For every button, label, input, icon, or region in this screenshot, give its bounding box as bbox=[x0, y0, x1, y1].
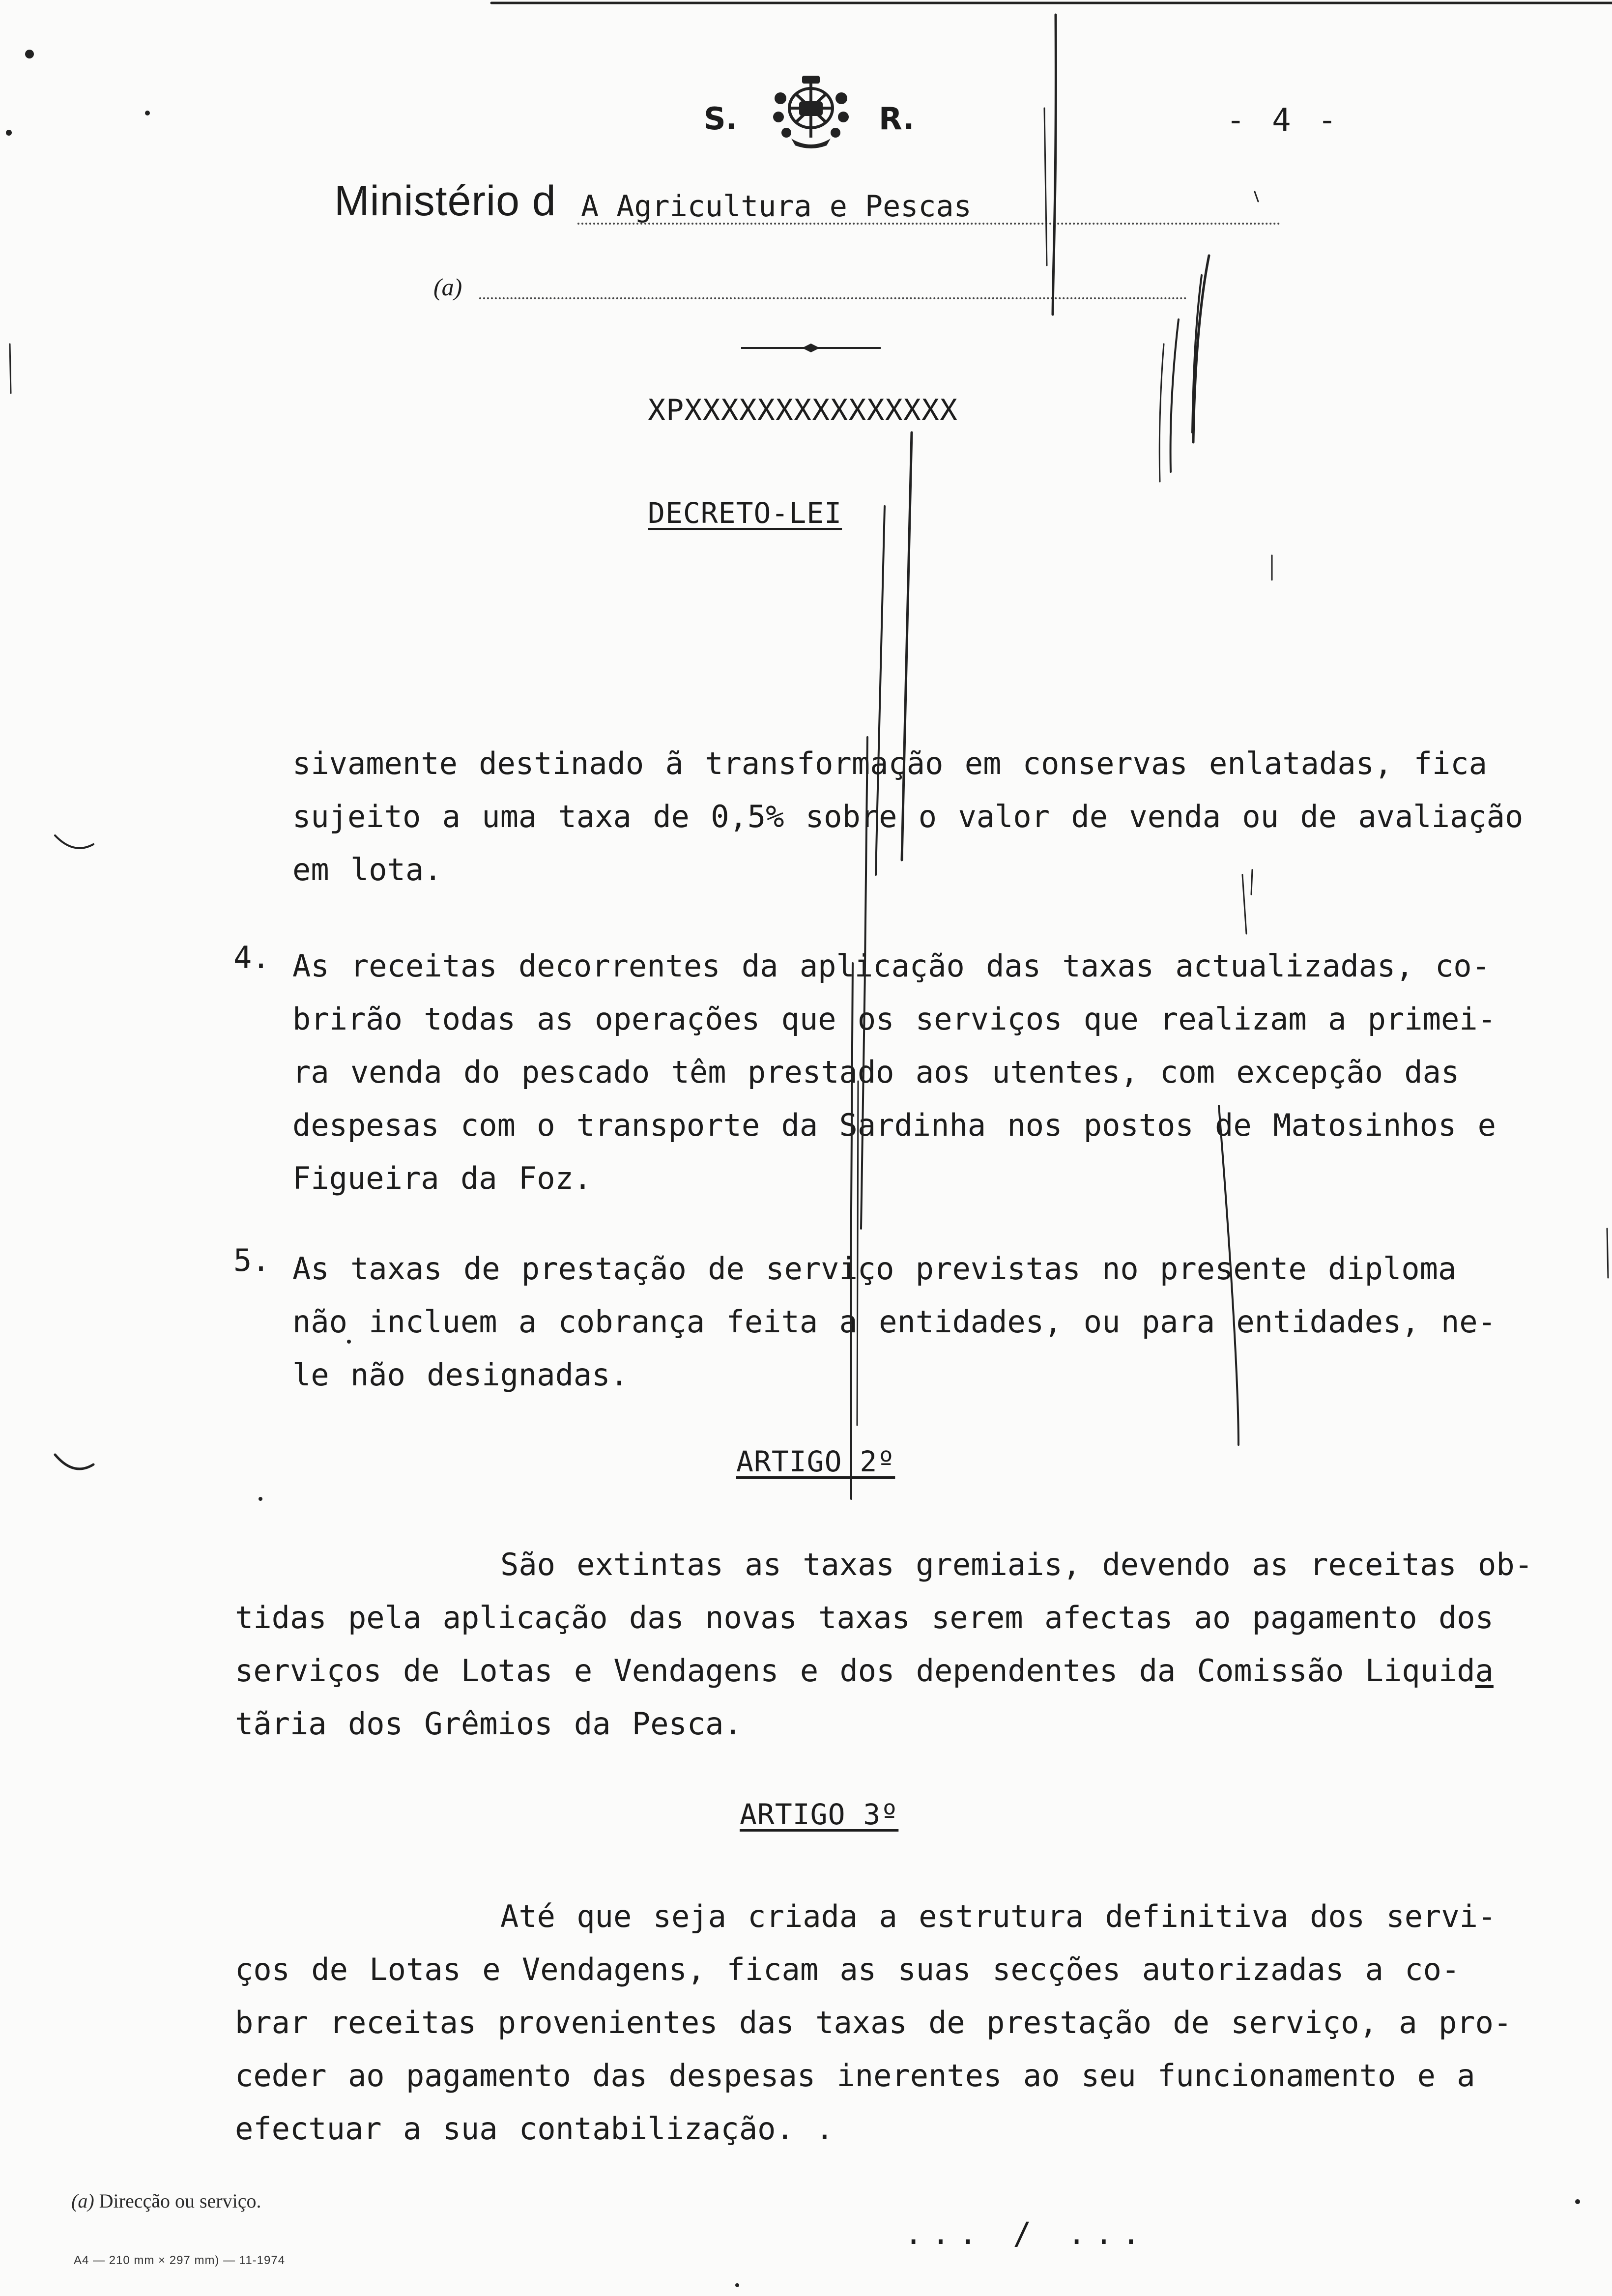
ministry-dotted-line bbox=[577, 223, 1280, 225]
paragraph-line: ços de Lotas e Vendagens, ficam as suas secções autorizadas a co- bbox=[235, 1952, 1460, 1987]
page-number: - 4 - bbox=[1226, 102, 1341, 139]
item-5-paragraph bbox=[292, 1242, 1496, 1402]
paragraph-line: em lota. bbox=[292, 852, 442, 888]
article-3-heading: ARTIGO 3º bbox=[740, 1798, 899, 1831]
article-3-paragraph bbox=[235, 1890, 1512, 2155]
paragraph-line: sivamente destinado ã transformação em conservas enlatadas, fica bbox=[292, 746, 1487, 781]
item-4-number: 4. bbox=[233, 940, 270, 976]
paragraph-line: brar receitas provenientes das taxas de prestação de serviço, a pro- bbox=[235, 2005, 1512, 2040]
paragraph-line: efectuar a sua contabilização. . bbox=[235, 2111, 834, 2147]
footnote bbox=[71, 2189, 261, 2212]
coat-of-arms-icon bbox=[772, 74, 850, 150]
item-4-paragraph bbox=[292, 940, 1496, 1205]
paragraph-line bbox=[235, 1644, 1533, 1697]
underlined-fragment: a bbox=[1475, 1653, 1494, 1689]
document-type-title: DECRETO-LEI bbox=[648, 496, 842, 530]
footnote-marker: (a) bbox=[71, 2190, 94, 2212]
item-5-number: 5. bbox=[233, 1242, 270, 1278]
paragraph-line: brirão todas as operações que os serviços que realizam a primei- bbox=[292, 1001, 1496, 1037]
direction-dotted-line bbox=[479, 297, 1187, 299]
form-code: A4 — 210 mm × 297 mm) — 11-1974 bbox=[74, 2254, 286, 2267]
paragraph-line: Até que seja criada a estrutura definitiva dos servi- bbox=[500, 1898, 1497, 1934]
article-2-paragraph bbox=[235, 1538, 1533, 1751]
paragraph-line: não incluem a cobrança feita a entidades, ou para entidades, ne- bbox=[292, 1304, 1496, 1340]
divider-ornament bbox=[737, 341, 885, 355]
continuation-marker: ... / ... bbox=[904, 2215, 1149, 2251]
paragraph-line-text: serviços de Lotas e Vendagens e dos dependentes da Comissão Liquid bbox=[235, 1653, 1475, 1689]
continuation-paragraph bbox=[292, 737, 1523, 896]
paragraph-line: ceder ao pagamento das despesas inerentes ao seu funcionamento e a bbox=[235, 2058, 1475, 2094]
paragraph-line: ra venda do pescado têm prestado aos utentes, com excepção das bbox=[292, 1054, 1460, 1090]
ministry-label: Ministério d bbox=[334, 177, 556, 225]
ministry-value: A Agricultura e Pescas bbox=[581, 189, 972, 224]
letterhead-right-letter: R. bbox=[879, 101, 915, 137]
crossed-out-word: XPXXXXXXXXXXXXXXX bbox=[648, 393, 958, 428]
paragraph-line: Figueira da Foz. bbox=[292, 1160, 592, 1196]
paragraph-line: despesas com o transporte da Sardinha nos postos de Matosinhos e bbox=[292, 1107, 1496, 1143]
paragraph-line: São extintas as taxas gremiais, devendo as receitas ob- bbox=[500, 1547, 1533, 1582]
paragraph-line: sujeito a uma taxa de 0,5% sobre o valor de venda ou de avaliação bbox=[292, 799, 1524, 834]
paragraph-line: le não designadas. bbox=[292, 1357, 629, 1393]
direction-marker: (a) bbox=[433, 273, 462, 301]
paragraph-line: As receitas decorrentes da aplicação das taxas actualizadas, co- bbox=[292, 948, 1490, 984]
paragraph-line: tidas pela aplicação das novas taxas serem afectas ao pagamento dos bbox=[235, 1600, 1494, 1636]
article-2-heading: ARTIGO 2º bbox=[736, 1445, 895, 1478]
footnote-text: Direcção ou serviço. bbox=[99, 2190, 261, 2212]
paragraph-line: tãria dos Grêmios da Pesca. bbox=[235, 1706, 742, 1742]
letterhead-left-letter: S. bbox=[704, 101, 738, 137]
paragraph-line: As taxas de prestação de serviço previstas no presente diploma bbox=[292, 1251, 1457, 1287]
